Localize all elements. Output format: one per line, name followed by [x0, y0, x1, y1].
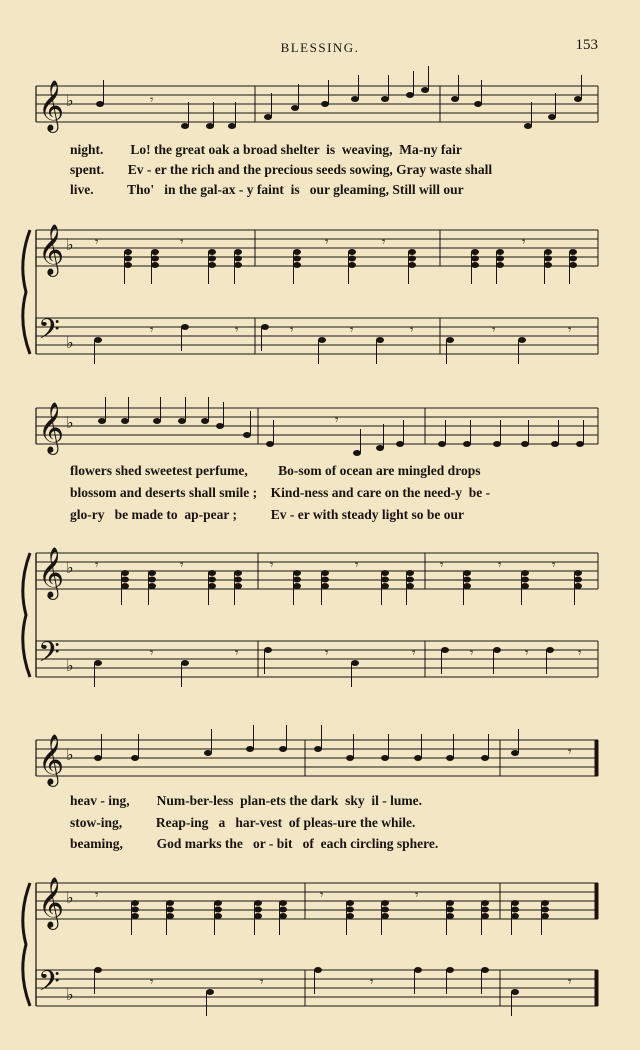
bass-clef-icon: 𝄢 — [38, 636, 60, 676]
bass-clef-icon: 𝄢 — [38, 965, 60, 1005]
note-head — [438, 441, 446, 447]
chord-note-head — [279, 900, 287, 906]
note-head — [493, 441, 501, 447]
treble-clef-icon: 𝄞 — [38, 547, 65, 598]
chord-note-head — [544, 256, 552, 262]
lyric-line: live. Tho' in the gal-ax - y faint is our gleaming, Still will our — [70, 182, 464, 197]
chord-note-head — [208, 577, 216, 583]
rest-icon: 𝄾 — [440, 558, 444, 573]
rest-icon: 𝄾 — [320, 888, 324, 903]
chord-note-head — [408, 249, 416, 255]
rest-icon: 𝄾 — [235, 646, 239, 661]
chord-note-head — [148, 577, 156, 583]
chord-note-head — [234, 256, 242, 262]
chord-note-head — [463, 583, 471, 589]
note-head — [264, 114, 272, 120]
chord-note-head — [511, 907, 519, 913]
note-head — [481, 755, 489, 761]
note-head — [463, 441, 471, 447]
chord-note-head — [496, 256, 504, 262]
note-head — [376, 445, 384, 451]
rest-icon: 𝄾 — [382, 235, 386, 250]
bass-clef-icon: 𝄢 — [38, 313, 60, 353]
note-head — [206, 123, 214, 129]
note-head — [353, 450, 361, 456]
rest-icon: 𝄾 — [180, 235, 184, 250]
chord-note-head — [408, 256, 416, 262]
chord-note-head — [214, 913, 222, 919]
chord-note-head — [293, 583, 301, 589]
chord-note-head — [496, 249, 504, 255]
note-head — [521, 441, 529, 447]
note-head — [493, 647, 501, 653]
chord-note-head — [446, 913, 454, 919]
chord-note-head — [214, 907, 222, 913]
note-head — [206, 989, 214, 995]
note-head — [264, 647, 272, 653]
chord-note-head — [381, 583, 389, 589]
chord-note-head — [481, 913, 489, 919]
rest-icon: 𝄾 — [350, 323, 354, 338]
chord-note-head — [234, 583, 242, 589]
note-head — [96, 101, 104, 107]
chord-note-head — [511, 900, 519, 906]
note-head — [94, 337, 102, 343]
flat-icon: ♭ — [66, 91, 74, 110]
chord-note-head — [569, 256, 577, 262]
note-head — [181, 660, 189, 666]
chord-note-head — [381, 913, 389, 919]
rest-icon: 𝄾 — [270, 558, 274, 573]
note-head — [279, 746, 287, 752]
chord-note-head — [124, 249, 132, 255]
flat-icon: ♭ — [66, 235, 74, 254]
page-number: 153 — [575, 37, 598, 53]
note-head — [98, 418, 106, 424]
chord-note-head — [348, 262, 356, 268]
chord-note-head — [121, 583, 129, 589]
note-head — [243, 432, 251, 438]
note-head — [421, 87, 429, 93]
rest-icon: 𝄾 — [180, 558, 184, 573]
chord-note-head — [511, 913, 519, 919]
note-head — [446, 967, 454, 973]
chord-note-head — [293, 249, 301, 255]
page-title: BLESSING. — [280, 40, 360, 55]
rest-icon: 𝄾 — [95, 558, 99, 573]
chord-note-head — [446, 907, 454, 913]
note-head — [94, 755, 102, 761]
note-head — [318, 337, 326, 343]
note-head — [314, 746, 322, 752]
note-head — [548, 114, 556, 120]
flat-icon: ♭ — [66, 558, 74, 577]
chord-note-head — [471, 256, 479, 262]
rest-icon: 𝄾 — [325, 235, 329, 250]
chord-note-head — [544, 249, 552, 255]
chord-note-head — [381, 570, 389, 576]
chord-note-head — [254, 913, 262, 919]
note-head — [261, 324, 269, 330]
chord-note-head — [348, 249, 356, 255]
lyric-line: spent. Ev - er the rich and the precious seeds sowing, Gray waste shall — [70, 162, 493, 177]
rest-icon: 𝄾 — [568, 745, 572, 760]
note-head — [94, 967, 102, 973]
flat-icon: ♭ — [66, 745, 74, 764]
chord-note-head — [406, 583, 414, 589]
chord-note-head — [471, 249, 479, 255]
note-head — [228, 123, 236, 129]
brace — [23, 230, 30, 354]
note-head — [321, 101, 329, 107]
chord-note-head — [234, 577, 242, 583]
rest-icon: 𝄾 — [522, 235, 526, 250]
note-head — [181, 324, 189, 330]
chord-note-head — [481, 907, 489, 913]
note-head — [406, 92, 414, 98]
chord-note-head — [279, 913, 287, 919]
chord-note-head — [346, 900, 354, 906]
treble-clef-icon: 𝄞 — [38, 224, 65, 275]
note-head — [574, 96, 582, 102]
note-head — [131, 755, 139, 761]
chord-note-head — [166, 907, 174, 913]
chord-note-head — [346, 907, 354, 913]
chord-note-head — [569, 262, 577, 268]
chord-note-head — [124, 262, 132, 268]
chord-note-head — [544, 262, 552, 268]
note-head — [481, 967, 489, 973]
chord-note-head — [151, 249, 159, 255]
rest-icon: 𝄾 — [492, 323, 496, 338]
note-head — [121, 418, 129, 424]
note-head — [446, 755, 454, 761]
flat-icon: ♭ — [66, 413, 74, 432]
chord-note-head — [148, 583, 156, 589]
chord-note-head — [541, 900, 549, 906]
note-head — [204, 750, 212, 756]
brace — [23, 883, 30, 1006]
chord-note-head — [406, 577, 414, 583]
rest-icon: 𝄾 — [470, 646, 474, 661]
chord-note-head — [234, 262, 242, 268]
chord-note-head — [208, 256, 216, 262]
chord-note-head — [481, 900, 489, 906]
flat-icon: ♭ — [66, 888, 74, 907]
note-head — [551, 441, 559, 447]
lyric-line: blossom and deserts shall smile ; Kind-ness and care on the need-y be - — [70, 485, 491, 500]
flat-icon: ♭ — [66, 333, 74, 352]
note-head — [351, 660, 359, 666]
chord-note-head — [381, 907, 389, 913]
chord-note-head — [131, 907, 139, 913]
chord-note-head — [254, 907, 262, 913]
rest-icon: 𝄾 — [552, 558, 556, 573]
treble-clef-icon: 𝄞 — [38, 402, 65, 453]
note-head — [441, 647, 449, 653]
chord-note-head — [346, 913, 354, 919]
note-head — [351, 96, 359, 102]
lyric-line: night. Lo! the great oak a broad shelter is weaving, Ma-ny fair — [70, 142, 462, 157]
lyric-line: stow-ing, Reap-ing a har-vest of pleas-ure the while. — [70, 815, 416, 830]
chord-note-head — [131, 900, 139, 906]
chord-note-head — [166, 913, 174, 919]
note-head — [576, 441, 584, 447]
chord-note-head — [574, 577, 582, 583]
note-head — [414, 755, 422, 761]
note-head — [381, 755, 389, 761]
rest-icon: 𝄾 — [95, 888, 99, 903]
rest-icon: 𝄾 — [525, 646, 529, 661]
chord-note-head — [381, 577, 389, 583]
chord-note-head — [521, 570, 529, 576]
note-head — [524, 123, 532, 129]
note-head — [546, 647, 554, 653]
note-head — [446, 337, 454, 343]
note-head — [376, 337, 384, 343]
lyric-line: heav - ing, Num-ber-less plan-ets the dark sky il - lume. — [70, 793, 423, 808]
chord-note-head — [496, 262, 504, 268]
note-head — [511, 750, 519, 756]
rest-icon: 𝄾 — [370, 975, 374, 990]
chord-note-head — [293, 256, 301, 262]
chord-note-head — [574, 583, 582, 589]
chord-note-head — [463, 570, 471, 576]
chord-note-head — [208, 262, 216, 268]
chord-note-head — [234, 249, 242, 255]
note-head — [178, 418, 186, 424]
note-head — [381, 96, 389, 102]
chord-note-head — [406, 570, 414, 576]
chord-note-head — [321, 583, 329, 589]
chord-note-head — [541, 907, 549, 913]
chord-note-head — [541, 913, 549, 919]
brace — [23, 553, 30, 677]
chord-note-head — [321, 577, 329, 583]
note-head — [314, 967, 322, 973]
note-head — [246, 746, 254, 752]
chord-note-head — [214, 900, 222, 906]
chord-note-head — [521, 583, 529, 589]
note-head — [396, 441, 404, 447]
note-head — [266, 441, 274, 447]
rest-icon: 𝄾 — [150, 93, 154, 108]
rest-icon: 𝄾 — [290, 323, 294, 338]
chord-note-head — [521, 577, 529, 583]
rest-icon: 𝄾 — [410, 323, 414, 338]
chord-note-head — [348, 256, 356, 262]
treble-clef-icon: 𝄞 — [38, 877, 65, 928]
lyric-line: flowers shed sweetest perfume, Bo-som of ocean are mingled drops — [70, 463, 481, 478]
chord-note-head — [446, 900, 454, 906]
rest-icon: 𝄾 — [325, 646, 329, 661]
note-head — [216, 423, 224, 429]
treble-clef-icon: 𝄞 — [38, 734, 65, 785]
rest-icon: 𝄾 — [355, 558, 359, 573]
rest-icon: 𝄾 — [335, 413, 339, 428]
chord-note-head — [208, 583, 216, 589]
chord-note-head — [121, 570, 129, 576]
chord-note-head — [293, 262, 301, 268]
chord-note-head — [463, 577, 471, 583]
note-head — [474, 101, 482, 107]
chord-note-head — [471, 262, 479, 268]
rest-icon: 𝄾 — [568, 323, 572, 338]
lyric-line: beaming, God marks the or - bit of each circling sphere. — [70, 836, 439, 851]
chord-note-head — [208, 249, 216, 255]
rest-icon: 𝄾 — [568, 975, 572, 990]
chord-note-head — [321, 570, 329, 576]
lyric-line: glo-ry be made to ap-pear ; Ev - er with steady light so be our — [70, 507, 464, 522]
rest-icon: 𝄾 — [235, 323, 239, 338]
flat-icon: ♭ — [66, 985, 74, 1004]
rest-icon: 𝄾 — [415, 888, 419, 903]
chord-note-head — [279, 907, 287, 913]
rest-icon: 𝄾 — [498, 558, 502, 573]
chord-note-head — [574, 570, 582, 576]
chord-note-head — [234, 570, 242, 576]
chord-note-head — [148, 570, 156, 576]
rest-icon: 𝄾 — [150, 323, 154, 338]
note-head — [94, 660, 102, 666]
note-head — [153, 418, 161, 424]
note-head — [511, 989, 519, 995]
chord-note-head — [151, 262, 159, 268]
note-head — [451, 96, 459, 102]
note-head — [291, 105, 299, 111]
chord-note-head — [131, 913, 139, 919]
rest-icon: 𝄾 — [150, 646, 154, 661]
flat-icon: ♭ — [66, 656, 74, 675]
rest-icon: 𝄾 — [578, 646, 582, 661]
chord-note-head — [381, 900, 389, 906]
chord-note-head — [166, 900, 174, 906]
chord-note-head — [569, 249, 577, 255]
note-head — [201, 418, 209, 424]
note-head — [181, 123, 189, 129]
rest-icon: 𝄾 — [150, 975, 154, 990]
rest-icon: 𝄾 — [95, 235, 99, 250]
chord-note-head — [293, 570, 301, 576]
note-head — [414, 967, 422, 973]
note-head — [346, 755, 354, 761]
note-head — [518, 337, 526, 343]
chord-note-head — [124, 256, 132, 262]
chord-note-head — [208, 570, 216, 576]
chord-note-head — [121, 577, 129, 583]
chord-note-head — [293, 577, 301, 583]
chord-note-head — [254, 900, 262, 906]
chord-note-head — [408, 262, 416, 268]
rest-icon: 𝄾 — [260, 975, 264, 990]
chord-note-head — [151, 256, 159, 262]
rest-icon: 𝄾 — [412, 646, 416, 661]
treble-clef-icon: 𝄞 — [38, 80, 65, 131]
